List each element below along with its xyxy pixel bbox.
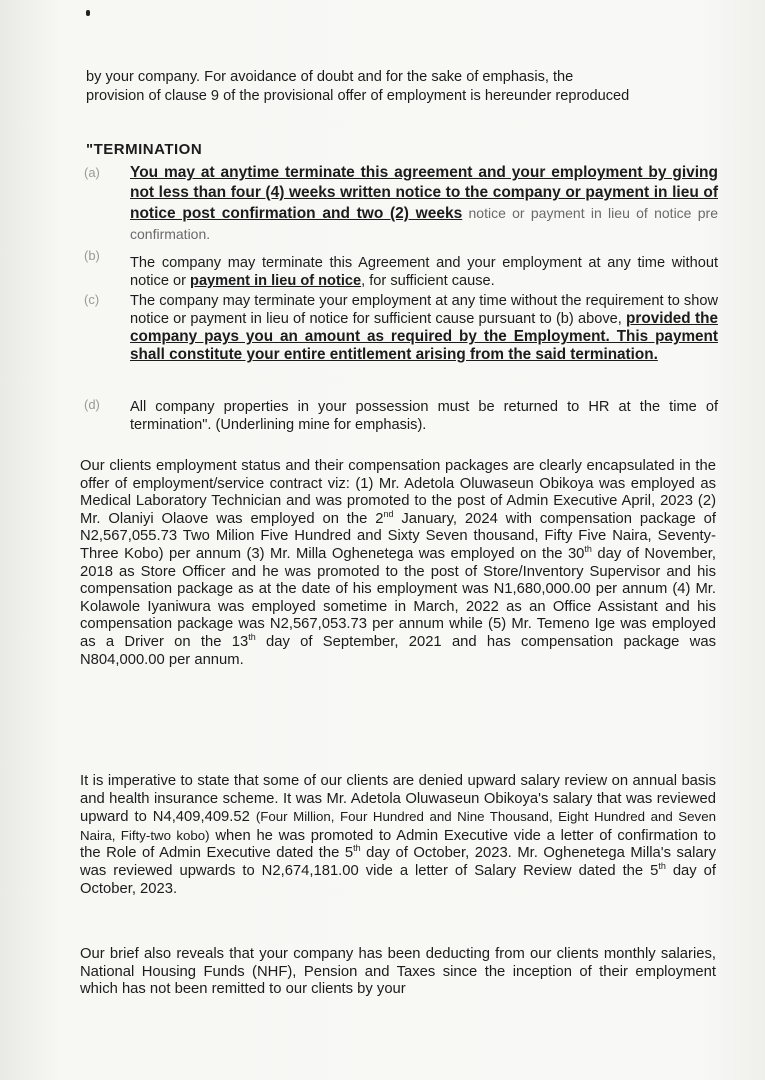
- scan-speck: [86, 10, 90, 16]
- clause-d-number: (d): [84, 397, 100, 412]
- clients-text-3: day of November, 2018 as Store Officer and he was promoted to the post of Store/Inventory Supervisor and his compensation package as at the date of his employment was N1,680,000.00 per annum (4) Mr. Kolawole Iyaniwura was employed sometime in March, 2022 as an Office Assistant and his compensation package was N2,567,053.73 per annum while (5) Mr. Temeno Ige was employed as a Driver on the 13: [80, 545, 716, 650]
- intro-line-1: by your company. For avoidance of doubt and for the sake of emphasis, the: [86, 69, 574, 85]
- clients-sup-3: th: [248, 632, 256, 643]
- review-text-1: It is imperative to state that some of our clients are denied upward salary review on annual basis and health insurance scheme. It was Mr. Adetola Oluwaseun Obikoya's salary that was reviewed upward to N4,409,409.52: [80, 773, 716, 826]
- clients-sup-2: th: [584, 544, 592, 555]
- clients-sup-1: nd: [383, 508, 394, 519]
- clause-c-number: (c): [84, 292, 100, 307]
- review-small: (Four Million, Four Hundred and Nine Thousand, Eight Hundred and Seven Naira, Fifty-two kobo): [80, 809, 716, 843]
- clients-text-2: January, 2024 with compensation package of N2,567,055.73 Two Milion Five Hundred and Sixty Seven thousand, Fifty Five Naira, Seventy-Three Kobo) per annum (3) Mr. Milla Oghenetega was employed on the 30: [80, 510, 716, 562]
- brief-paragraph: Our brief also reveals that your company has been deducting from our clients monthly salaries, National Housing Funds (NHF), Pension and Taxes since the inception of their employment which has not been remitted to our clients by your: [80, 946, 716, 998]
- clients-text-1: Our clients employment status and their compensation packages are clearly encapsulated in the offer of employment/service contract viz: (1) Mr. Adetola Oluwaseun Obikoya was employed as Medical Laboratory Technician and was promoted to the post of Admin Executive April, 2023 (2) Mr. Olaniyi Olaove was employed on the 2: [80, 458, 716, 527]
- clause-b-text-2: , for sufficient cause.: [361, 273, 495, 289]
- clause-b: [130, 254, 718, 290]
- clause-d: All company properties in your possession must be returned to HR at the time of termination". (Underlining mine for emphasis).: [130, 399, 718, 433]
- clause-c-underlined: provided the company pays you an amount as required by the Employment. This payment shall constitute your entire entitlement arising from the said termination.: [130, 310, 718, 363]
- clause-c: [130, 292, 718, 364]
- review-paragraph: [80, 773, 716, 898]
- clause-a-underlined: You may at anytime terminate this agreement and your employment by giving not less than four (4) weeks written notice to the company or payment in lieu of notice post confirmation and two (2) weeks: [130, 164, 718, 222]
- clause-b-underlined: payment in lieu of notice: [190, 273, 362, 289]
- clause-c-text-1: The company may terminate your employment at any time without the requirement to show notice or payment in lieu of notice for sufficient cause pursuant to (b) above,: [130, 293, 718, 327]
- intro-paragraph: [86, 68, 726, 106]
- clause-a: [130, 163, 718, 245]
- intro-line-2: provision of clause 9 of the provisional offer of employment is hereunder reproduced: [86, 88, 630, 104]
- termination-heading: "TERMINATION: [86, 141, 203, 158]
- review-text-2: when he was promoted to Admin Executive vide a letter of confirmation to the Role of Admin Executive dated the 5: [80, 827, 716, 862]
- review-text-3: day of October, 2023. Mr. Oghenetega Milla's salary was reviewed upwards to N2,674,181.00 vide a letter of Salary Review dated the 5: [80, 845, 716, 879]
- clients-paragraph: [80, 458, 716, 669]
- clients-text-4: day of September, 2021 and has compensation package was N804,000.00 per annum.: [80, 633, 716, 668]
- clause-b-number: (b): [84, 248, 100, 263]
- clause-b-text-1: The company may terminate this Agreement and your employment at any time without notice or: [130, 255, 718, 289]
- review-sup-1: th: [353, 843, 361, 854]
- review-sup-2: th: [658, 861, 666, 872]
- clause-a-number: (a): [84, 165, 100, 180]
- clause-a-rest: notice or payment in lieu of notice pre confirmation.: [130, 205, 718, 242]
- review-text-4: day of October, 2023.: [80, 862, 716, 897]
